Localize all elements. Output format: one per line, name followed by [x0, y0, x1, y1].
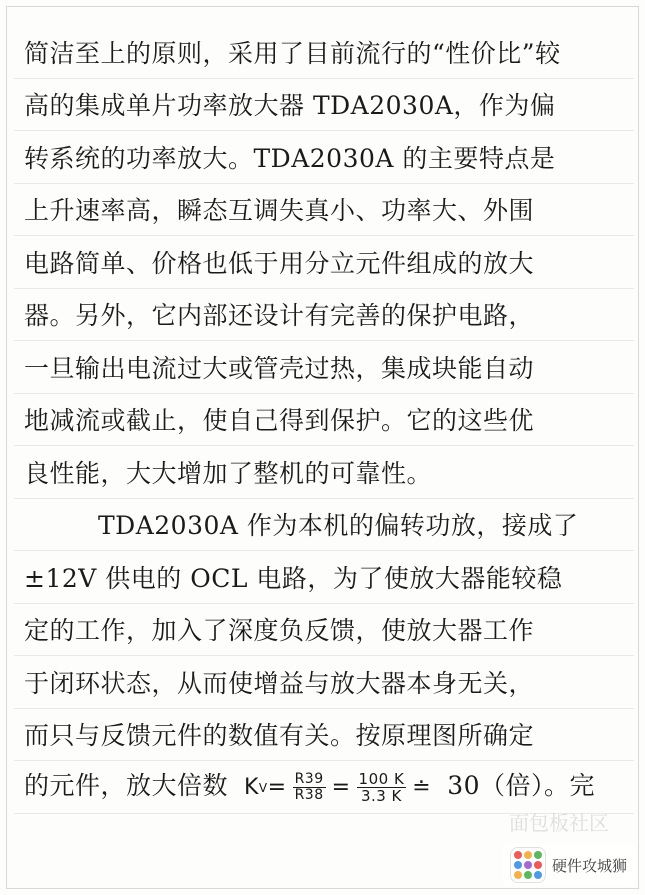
formula-suffix: 。完 [544, 771, 596, 800]
value-ratio [357, 771, 407, 805]
watermark-badge [502, 843, 635, 887]
kv-subscript: V [258, 780, 268, 795]
text-line-4 [14, 184, 634, 237]
logo-dot [534, 871, 542, 879]
watermark-text: 硬件攻城狮 [551, 856, 627, 875]
watermark-stamp: 面包板社区 [509, 810, 609, 835]
line-text: 良性能，大大增加了整机的可靠性。 [24, 458, 433, 488]
text-line-13 [14, 656, 634, 709]
logo-dot [534, 861, 542, 869]
line-text: TDA2030A 作为本机的偏转功放，接成了 [98, 511, 579, 540]
handwritten-text-block [14, 26, 634, 814]
line-text: 转系统的功率放大。TDA2030A 的主要特点是 [24, 143, 556, 173]
text-line-1 [14, 26, 634, 79]
value-numerator: 100 K [358, 769, 405, 788]
text-line-6 [14, 289, 634, 342]
kv-symbol: K [243, 775, 259, 800]
text-line-7 [14, 341, 634, 394]
line-text: 于闭环状态，从而使增益与放大器本身无关， [24, 668, 535, 698]
text-line-12 [14, 604, 634, 657]
value-denominator: 3.3 K [360, 787, 402, 805]
text-line-14 [14, 709, 634, 762]
line-text: 简洁至上的原则，采用了目前流行的“性价比”较 [24, 38, 561, 68]
line-text: 电路简单、价格也低于用分立元件组成的放大 [24, 248, 535, 278]
logo-dot [514, 851, 522, 859]
formula-prefix: 的元件，放大倍数 [24, 771, 229, 800]
text-line-2 [14, 79, 634, 132]
text-line-8 [14, 394, 634, 447]
line-text: 定的工作，加入了深度负反馈，使放大器工作 [24, 616, 535, 645]
equals-sign: = [267, 775, 287, 800]
line-text: 地减流或截止，使自己得到保护。它的这些优 [24, 406, 535, 435]
logo-dot [514, 871, 522, 879]
equals-sign-2: = [331, 775, 351, 800]
resistor-numerator: R39 [294, 770, 324, 787]
line-text: 器。另外，它内部还设计有完善的保护电路， [24, 301, 535, 330]
line-text: ±12V 供电的 OCL 电路，为了使放大器能较稳 [24, 563, 563, 593]
line-text: 高的集成单片功率放大器 TDA2030A，作为偏 [24, 91, 556, 120]
logo-dot [514, 861, 522, 869]
approx-sign: ≐ [412, 775, 432, 800]
line-text: 而只与反馈元件的数值有关。按原理图所确定 [24, 721, 535, 750]
formula-result: 30（倍） [447, 771, 544, 800]
resistor-denominator: R38 [294, 787, 324, 803]
text-line-5 [14, 236, 634, 289]
text-line-11 [14, 551, 634, 604]
line-text: 上升速率高，瞬态互调失真小、功率大、外围 [24, 196, 535, 225]
text-line-9 [14, 446, 634, 499]
logo-dot [524, 851, 532, 859]
logo-dot [534, 851, 542, 859]
text-line-10 [14, 499, 634, 552]
logo-dot [524, 861, 532, 869]
watermark-logo-icon [510, 847, 546, 883]
logo-dot [524, 871, 532, 879]
line-text: 一旦输出电流过大或管壳过热，集成块能自动 [24, 353, 535, 383]
text-line-3 [14, 131, 634, 184]
resistor-ratio [293, 772, 326, 804]
gain-formula [236, 771, 438, 805]
